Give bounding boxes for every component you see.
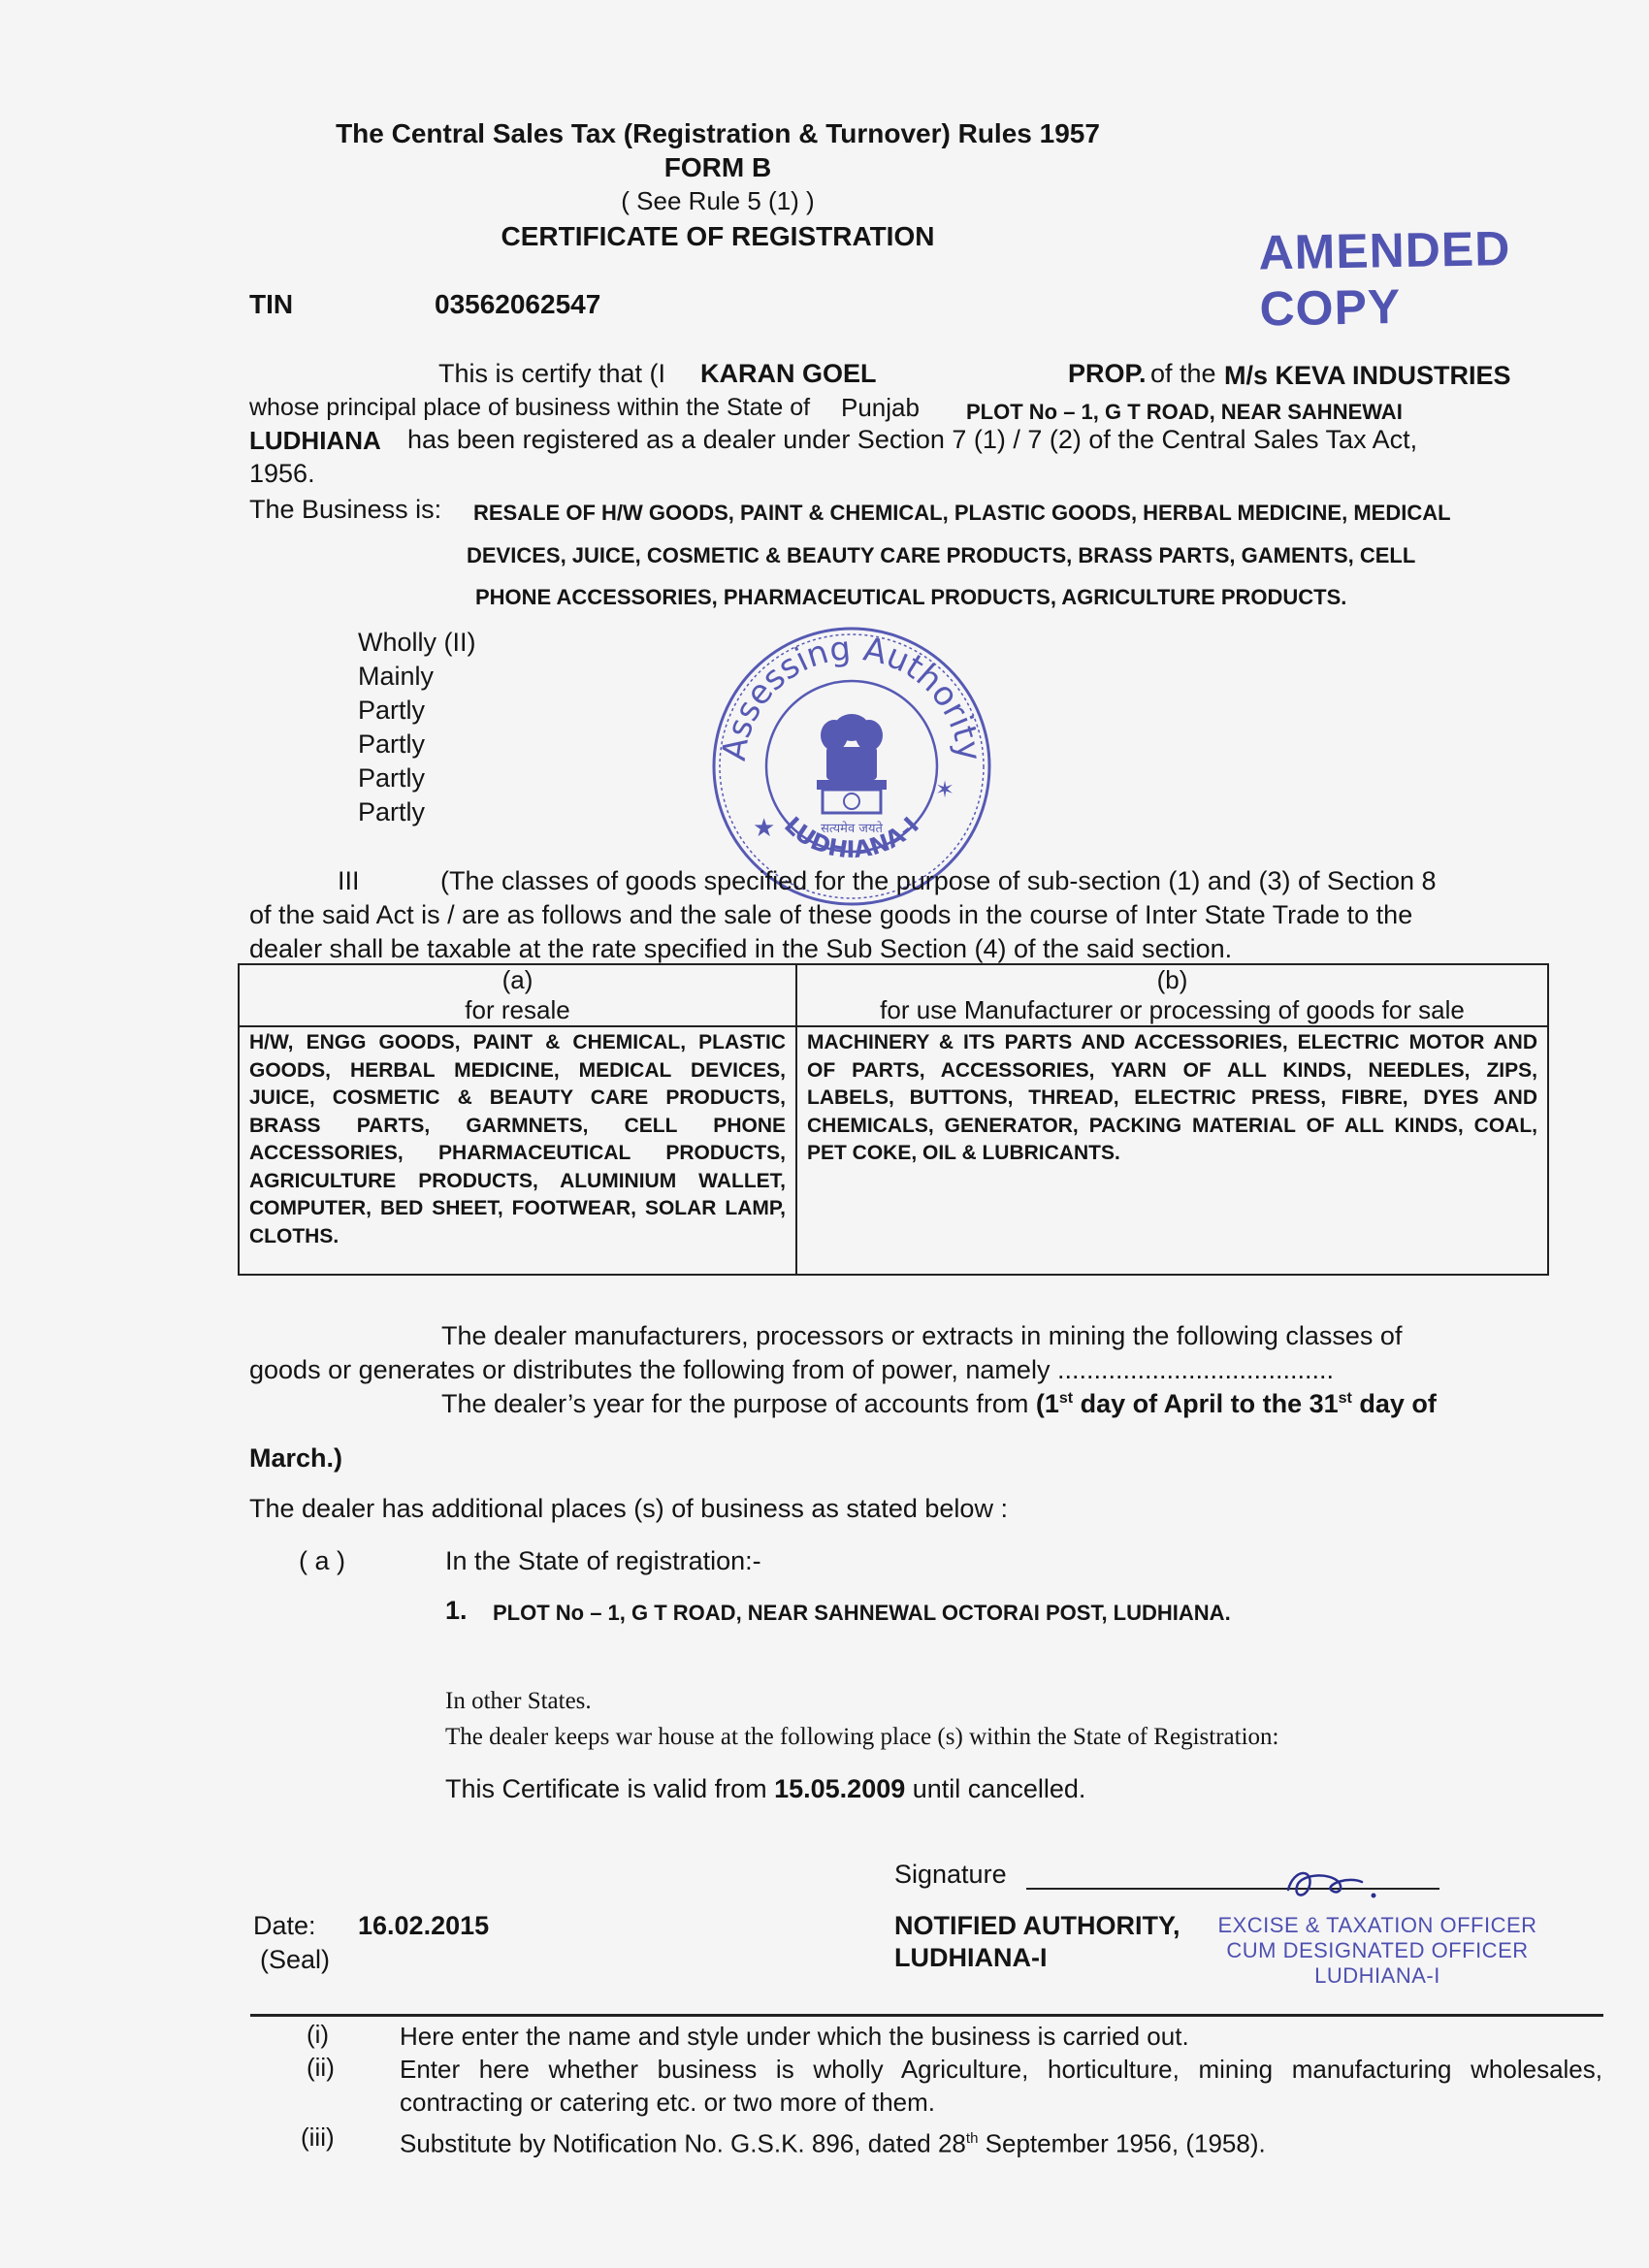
additional-item-number: 1. [445, 1596, 468, 1625]
nature-mainly: Mainly [358, 662, 435, 691]
seal-star-left-icon: ★ [753, 814, 776, 843]
section-numeral: III [338, 866, 360, 895]
registration-statement: has been registered as a dealer under Section 7 (1) / 7 (2) of the Central Sales Tax Act, [407, 425, 1418, 454]
footnote-divider [250, 2014, 1603, 2017]
amended-copy-stamp: AMENDED COPY [1258, 220, 1511, 337]
seal-label: (Seal) [260, 1945, 331, 1974]
manufacture-line-2: goods or generates or distributes the following from of power, namely ...................................... [249, 1355, 1334, 1384]
accounts-year-end: day of [1351, 1389, 1437, 1418]
col-b-header [796, 964, 1548, 1026]
classes-line-1: (The classes of goods specified for the purpose of sub-section (1) and (3) of Section 8 [440, 866, 1437, 895]
validity-line [445, 1774, 1085, 1804]
classes-line-2: of the said Act is / are as follows and the sale of these goods in the course of Inter State Trade to the [249, 900, 1413, 929]
col-a-header [239, 964, 796, 1026]
additional-a-marker: ( a ) [299, 1546, 346, 1575]
firm-name: M/s KEVA INDUSTRIES [1224, 361, 1511, 390]
nature-partly-2: Partly [358, 729, 426, 759]
validity-prefix: This Certificate is valid from [445, 1774, 767, 1803]
footnote-text-2: Enter here whether business is wholly Agriculture, horticulture, mining manufacturing wholesales, contracting or catering etc. or two more of them. [400, 2055, 1602, 2117]
date-label: Date: [253, 1911, 316, 1940]
seal-ring-text: Assessing Authority [714, 629, 989, 763]
state-name: Punjab [841, 393, 920, 422]
seal-bottom-text: LUDHIANA-I [779, 811, 924, 864]
certificate-title: CERTIFICATE OF REGISTRATION [501, 221, 935, 251]
business-label: The Business is: [249, 495, 442, 524]
manufacture-goods-cell: MACHINERY & ITS PARTS AND ACCESSORIES, ELECTRIC MOTOR AND OF PARTS, ACCESSORIES, YARN OF ALL KINDS, NEEDLES, ZIPS, LABELS, BUTTONS, THREAD, ELECTRIC PRESS, FIBRE, DYES AND CHEMICALS, GENERATOR, PACKING MATERIAL OF ALL KINDS, COAL, PET COKE, OIL & LUBRICANTS. [796, 1026, 1548, 1275]
manufacture-line-1: The dealer manufacturers, processors or extracts in mining the following classes of [441, 1321, 1403, 1350]
col-a-title: for resale [465, 995, 570, 1024]
accounts-year-mid: day of April to the 31 [1073, 1389, 1339, 1418]
notified-authority-place: LUDHIANA-I [894, 1943, 1048, 1972]
additional-places-intro: The dealer has additional places (s) of business as stated below : [249, 1494, 1008, 1523]
principal-address: PLOT No – 1, G T ROAD, NEAR SAHNEWAI [966, 400, 1403, 424]
validity-suffix: until cancelled. [912, 1774, 1086, 1803]
footnote-text-1: Here enter the name and style under which the business is carried out. [400, 2022, 1189, 2051]
accounts-year-line [441, 1389, 1437, 1419]
act-year: 1956. [249, 459, 315, 488]
business-line-2: DEVICES, JUICE, COSMETIC & BEAUTY CARE PRODUCTS, BRASS PARTS, GAMENTS, CELL [467, 543, 1416, 567]
nature-wholly: Wholly (II) [358, 628, 476, 657]
tin-value: 03562062547 [435, 289, 601, 319]
handwritten-signature [1280, 1861, 1397, 1909]
footnote-3-text-a: Substitute by Notification No. G.S.K. 896, dated 28 [400, 2128, 966, 2158]
nature-partly-1: Partly [358, 696, 426, 725]
col-a-letter: (a) [501, 965, 534, 994]
accounts-year-march: March.) [249, 1443, 343, 1473]
goods-classes-table [238, 963, 1549, 1276]
footnote-marker-3: (iii) [301, 2122, 335, 2152]
nature-partly-4: Partly [358, 797, 426, 826]
nature-partly-3: Partly [358, 763, 426, 793]
signature-label: Signature [894, 1860, 1007, 1889]
accounts-year-prefix: The dealer’s year for the purpose of accounts from [441, 1389, 1029, 1418]
ashoka-emblem-icon [817, 714, 887, 813]
principal-place-text: whose principal place of business within the State of [249, 394, 811, 421]
rules-title: The Central Sales Tax (Registration & Turnover) Rules 1957 [336, 118, 1100, 148]
footnote-3-text-b: September 1956, (1958). [978, 2128, 1266, 2158]
proprietor-role: PROP. [1068, 359, 1147, 388]
accounts-year-sup-1: st [1058, 1390, 1074, 1407]
certify-prefix: This is certify that (I [438, 359, 666, 388]
additional-item-address: PLOT No – 1, G T ROAD, NEAR SAHNEWAL OCTORAI POST, LUDHIANA. [493, 1601, 1231, 1625]
footnote-marker-2: (ii) [307, 2053, 335, 2082]
table-body-row [239, 1026, 1548, 1275]
officer-stamp-line-3: LUDHIANA-I [1314, 1963, 1440, 1988]
footnote-marker-1: (i) [307, 2020, 330, 2049]
date-value: 16.02.2015 [358, 1911, 490, 1940]
officer-stamp-line-2: CUM DESIGNATED OFFICER [1226, 1938, 1529, 1962]
accounts-year-open: (1 [1035, 1389, 1059, 1418]
notified-authority: NOTIFIED AUTHORITY, [894, 1911, 1180, 1940]
warehouse-statement: The dealer keeps war house at the following place (s) within the State of Registration: [445, 1724, 1279, 1750]
accounts-year-sup-2: st [1338, 1390, 1352, 1407]
seal-star-right-icon: ✶ [935, 776, 955, 803]
form-title: FORM B [663, 152, 772, 182]
proprietor-name: KARAN GOEL [700, 359, 877, 388]
col-b-title: for use Manufacturer or processing of goods for sale [880, 995, 1465, 1024]
city-name: LUDHIANA [249, 426, 381, 455]
state-of-registration-label: In the State of registration:- [445, 1546, 761, 1575]
footnote-3-sup: th [965, 2130, 979, 2147]
officer-stamp-line-1: EXCISE & TAXATION OFFICER [1217, 1913, 1537, 1937]
officer-stamp [1203, 1913, 1552, 1989]
col-b-letter: (b) [1156, 965, 1188, 994]
other-states-label: In other States. [445, 1688, 592, 1714]
business-line-3: PHONE ACCESSORIES, PHARMACEUTICAL PRODUCTS, AGRICULTURE PRODUCTS. [475, 585, 1347, 609]
rule-reference: ( See Rule 5 (1) ) [621, 186, 815, 215]
classes-line-3: dealer shall be taxable at the rate specified in the Sub Section (4) of the said section. [249, 934, 1233, 963]
validity-date: 15.05.2009 [774, 1774, 906, 1803]
table-header-row [239, 964, 1548, 1026]
business-line-1: RESALE OF H/W GOODS, PAINT & CHEMICAL, PLASTIC GOODS, HERBAL MEDICINE, MEDICAL [473, 501, 1451, 525]
certify-of-the: of the [1150, 359, 1216, 388]
footnote-text-3 [400, 2122, 1602, 2160]
resale-goods-cell: H/W, ENGG GOODS, PAINT & CHEMICAL, PLASTIC GOODS, HERBAL MEDICINE, MEDICAL DEVICES, JUICE, COSMETIC & BEAUTY CARE PRODUCTS, BRASS PARTS, GARMNETS, CELL PHONE ACCESSORIES, PHARMACEUTICAL PRODUCTS, AGRICULTURE PRODUCTS, ALUMINIUM WALLET, COMPUTER, BED SHEET, FOOTWEAR, SOLAR LAMP, CLOTHS. [239, 1026, 796, 1275]
seal-motto: सत्यमेव जयते [821, 822, 883, 836]
tin-label: TIN [249, 289, 294, 319]
